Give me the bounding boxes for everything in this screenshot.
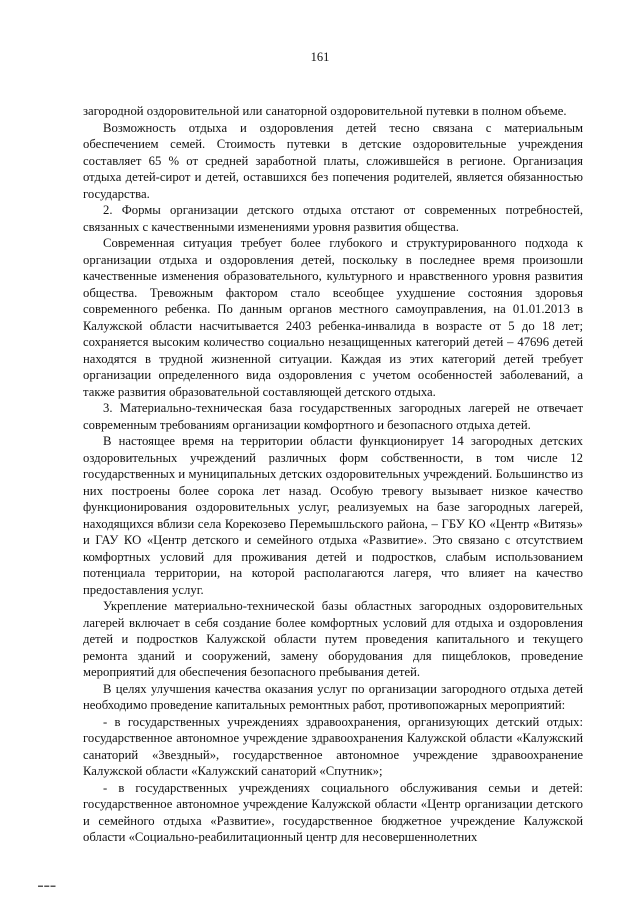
paragraph: Укрепление материально-технической базы областных загородных оздоровительных лагерей включает в себя создание более комфортных условий для отдыха и оздоровления детей и подростков Калужской области путем проведения капитального и текущего ремонта зданий и сооружений, замену оборудования для пищеблоков, проведение мероприятий для обеспечения безопасного пребывания детей. <box>83 599 583 679</box>
paragraph: - в государственных учреждениях социального обслуживания семьи и детей: государственное автономное учреждение Калужской области «Центр организации детского и семейного отдыха «Развитие», государственное бюджетное учреждение Калужской области «Социально-реабилитационный центр для несовершеннолетних <box>83 780 583 844</box>
paragraph: Возможность отдыха и оздоровления детей тесно связана с материальным обеспечением семей. Стоимость путевки в детские оздоровительные учреждения составляет 65 % от средней заработной платы, сложившейся в регионе. Организация отдыха детей-сирот и детей, оставшихся без попечения родителей, является обязанностью государства. <box>83 120 583 201</box>
footer-scan-mark: ▬ ▬ ▬ <box>38 884 56 889</box>
paragraph: - в государственных учреждениях здравоохранения, организующих детский отдых: государственное автономное учреждение здравоохранения Калужской области «Калужский санаторий «Звездный», государственное автономное учреждение здравоохранение Калужской области «Калужский санаторий «Спутник»; <box>83 714 583 778</box>
paragraph: 2. Формы организации детского отдыха отстают от современных потребностей, связанных с качественными изменениями уровня развития общества. <box>83 203 583 234</box>
paragraph: Современная ситуация требует более глубокого и структурированного подхода к организации отдыха и оздоровления детей, поскольку в последнее время произошли качественные изменения образовательного, культурного и нравственного уровня развития общества. Тревожным фактором стало всеобщее ухудшение состояния здоровья современного ребенка. По данным органов местного самоуправления, на 01.01.2013 в Калужской области насчитывается 2403 ребенка-инвалида в возрасте от 5 до 18 лет; сохраняется высоким количество социально незащищенных категорий детей – 47696 детей находятся в трудной жизненной ситуации. Каждая из этих категорий детей требует организации определенного вида оздоровления с учетом особенностей заболеваний, а также развития образовательной составляющей детского отдыха. <box>83 236 583 399</box>
paragraph: В целях улучшения качества оказания услуг по организации загородного отдыха детей необходимо проведение капитальных ремонтных работ, противопожарных мероприятий: <box>83 681 583 712</box>
document-body <box>83 103 583 846</box>
page-number: 161 <box>310 50 330 64</box>
paragraph: В настоящее время на территории области функционирует 14 загородных детских оздоровительных учреждений различных форм собственности, в том числе 12 государственных и муниципальных детских оздоровительных учреждений. Большинство из них построены более сорока лет назад. Особую тревогу вызывает низкое качество функционирования оздоровительных услуг, реализуемых на базе загородных лагерей, находящихся вблизи села Корекозево Перемышльского района, – ГБУ КО «Центр «Витязь» и ГАУ КО «Центр детского и семейного отдыха «Развитие». Это связано с отсутствием комфортных условий для проживания детей и подростков, слабым использованием потенциала территории, на которой располагаются лагеря, что влияет на качество предоставления услуг. <box>83 434 583 597</box>
paragraph: загородной оздоровительной или санаторной оздоровительной путевки в полном объеме. <box>83 104 567 118</box>
paragraph: 3. Материально-техническая база государственных загородных лагерей не отвечает современным требованиям организации комфортного и безопасного отдыха детей. <box>83 401 583 432</box>
